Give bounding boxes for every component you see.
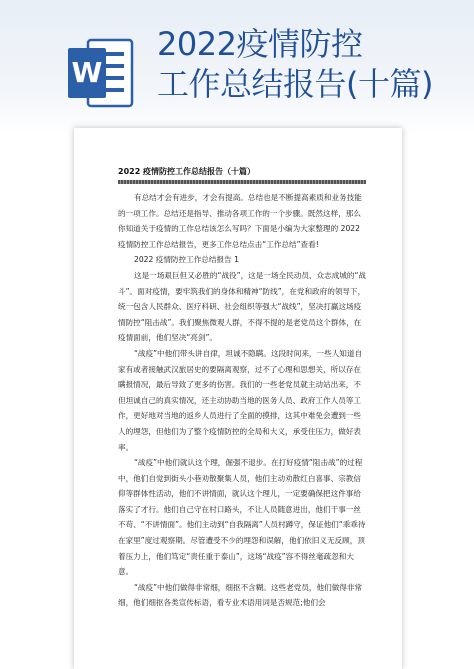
page-title — [157, 24, 467, 104]
document-preview-page — [74, 128, 402, 669]
word-doc-icon — [66, 36, 136, 110]
page-title-line-1: 2022疫情防控 — [157, 25, 363, 63]
header-banner — [0, 0, 474, 135]
section-heading: 2022 疫情防控工作总结报告 1 — [134, 255, 239, 265]
paragraph: “战疫”中他们就认这个理，倔强不退步。在打好疫情“阻击战”的过程中，他们自觉到街头小巷劝散聚集人员，他们主动劝散红白喜事、宗教信仰等群体性活动，他们不讲情面，就认这个理儿，一定要确保把这件事给落实了才行。他们自己守在村口路头，不让人员随意进出，他们干事一丝不苟、“不讲情面”。他们主动到“自我隔离”人员村蹲守，保证他们“乖乖待在家里”度过观察期。尽管遭受不少的埋怨和误解，他们依旧义无反顾，顶着压力上，他们笃定“责任重于泰山”，这场“战疫”容不得丝毫疏忽和大意。 — [118, 458, 366, 577]
document-body — [118, 190, 368, 611]
title-divider — [118, 180, 366, 184]
paragraph: “战疫”中他们带头讲自律，坦诚不隐瞒。这段时间来，一些人知道自家有或者接触武汉旅居史的要隔离观察，过不了心理和思想关，所以存在瞒报情况，最后导致了更多的伤害。我们的一些老党员就主动站出来，不但坦诚自己的真实情况，还主动协助当地的医务人员、政府工作人员等工作，更好地对当地的返乡人员进行了全面的摸排，这其中难免会遭到一些人的埋怨，但他们为了整个疫情防控的全局和大义，承受住压力，做好表率。 — [118, 348, 363, 452]
word-icon-letter: W — [71, 56, 103, 89]
document-title: 2022 疫情防控工作总结报告（十篇） — [118, 167, 256, 176]
paragraph: 这是一场艰巨但又必胜的“战役”，这是一场全民动员、众志成城的“战斗”。面对疫情，要牢筑我们的身体和精神“防线”，在党和政府的领导下，统一包含人民群众、医疗科研、社会组织等强大“战线”，坚决打赢这场疫情防控“阻击战”。我们聚焦微观人群，不得不提的是老党员这个群体，在疫情面前，他们坚决“亮剑”。 — [118, 270, 367, 343]
paragraph-intro: 有总结才会有进步，才会有提高。总结也是不断提高素质和业务技能的一项工作。总结还是指导、推动各项工作的一个步骤。既然这样，那么你知道关于疫情的工作总结该怎么写吗？下面是小编为大家整理的 2022 疫情防控工作总结报告，更多工作总结点击“工作总结”查看! — [118, 193, 362, 249]
paragraph: “战疫”中他们做得非常细，细抠不含糊。这些老党员，他们做得非常细，他们细抠各类宣传标语，看专业术语用词是否规范;他们会 — [118, 582, 363, 608]
page-title-line-2: 工作总结报告(十篇) — [157, 65, 433, 103]
